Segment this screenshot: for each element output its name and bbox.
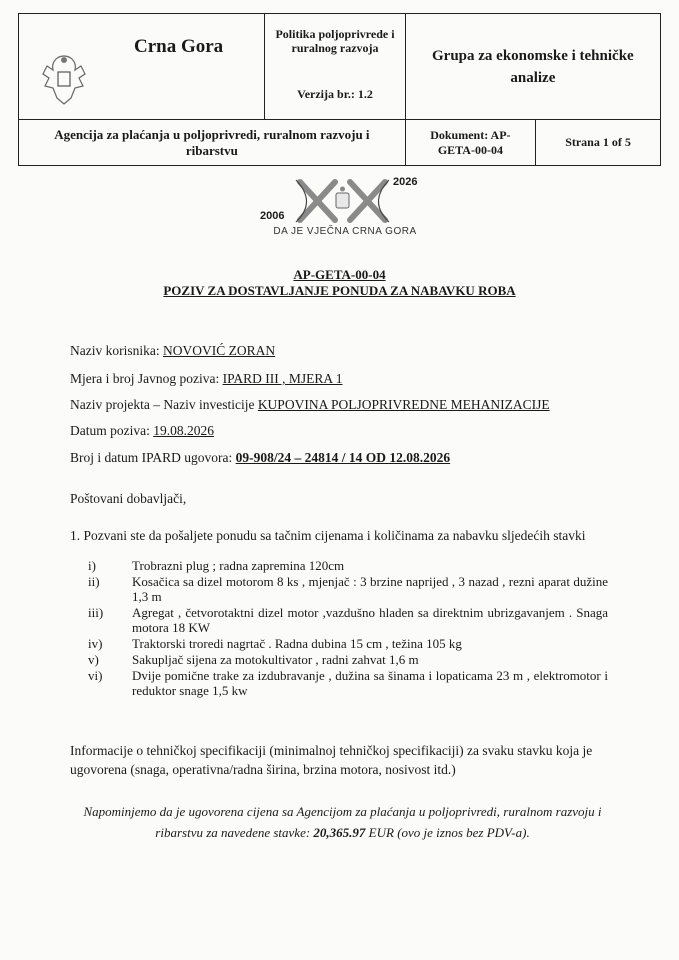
group-cell — [405, 14, 660, 120]
item-number: iii) — [88, 605, 104, 620]
item-text: Traktorski troredi nagrtač . Radna dubina 15 cm , težina 105 kg — [132, 636, 462, 651]
project-line — [70, 397, 550, 413]
document-header-table — [18, 13, 661, 166]
list-item — [88, 668, 608, 698]
logo-year-right: 2026 — [393, 176, 418, 188]
user-label: Naziv korisnika: — [70, 343, 160, 358]
price-amount: 20,365.97 — [313, 825, 366, 840]
user-value: NOVOVIĆ ZORAN — [162, 343, 276, 358]
measure-line — [70, 371, 343, 387]
logo-motto: DA JE VJEČNA CRNA GORA — [273, 226, 417, 237]
item-text: Trobrazni plug ; radna zapremina 120cm — [132, 558, 345, 573]
page-number: Strana 1 of 5 — [565, 135, 631, 149]
agency-name: Agencija za plaćanja u poljoprivredi, ruralnom razvoju i ribarstvu — [54, 126, 370, 158]
group-title: Grupa za ekonomske i tehničke analize — [432, 47, 634, 86]
policy-version-cell — [265, 14, 405, 120]
price-note-text: Napominjemo da je ugovorena cijena sa Agencijom za plaćanja u poljoprivredi, ruralnom razvoju i ribarstvu za navedene stavke: — [83, 804, 602, 840]
measure-label: Mjera i broj Javnog poziva: — [70, 371, 220, 386]
item-number: i) — [88, 558, 96, 573]
item-number: vi) — [88, 668, 103, 683]
items-list — [88, 558, 608, 699]
version-label: Verzija br.: 1.2 — [297, 87, 373, 101]
date-label: Datum poziva: — [70, 423, 150, 438]
item-text: Dvije pomične trake za izdubravanje , dužina sa šinama i lopaticama 23 m , elektromotor i reduktor snage 1,5 kw — [132, 668, 608, 698]
date-line — [70, 423, 214, 439]
list-item — [88, 605, 608, 635]
item-number: v) — [88, 652, 99, 667]
item-text: Kosačica sa dizel motorom 8 ks , mjenjač : 3 brzine naprijed , 3 nazad , rezni aparat dužine 1,3 m — [132, 574, 608, 604]
coat-of-arms-icon — [37, 50, 91, 110]
intro-paragraph: 1. Pozvani ste da pošaljete ponudu sa tačnim cijenama i količinama za nabavku sljedećih stavki — [70, 528, 586, 543]
contract-value: 09-908/24 – 24814 / 14 OD 12.08.2026 — [235, 450, 451, 465]
list-item — [88, 636, 608, 651]
contract-line — [70, 450, 450, 466]
list-item — [88, 652, 608, 667]
document-heading: POZIV ZA DOSTAVLJANJE PONUDA ZA NABAVKU ROBA — [163, 283, 516, 298]
item-text: Sakupljač sijena za motokultivator , radni zahvat 1,6 m — [132, 652, 419, 667]
price-note-suffix: EUR (ovo je iznos bez PDV-a). — [365, 825, 530, 840]
item-number: iv) — [88, 636, 103, 651]
price-note — [70, 801, 615, 843]
list-item — [88, 558, 608, 573]
item-text: Agregat , četvorotaktni dizel motor ,vazdušno hladen sa direktnim ubrizgavanjem . Snaga motora 18 KW — [132, 605, 608, 635]
document-id: Dokument: AP-GETA-00-04 — [430, 127, 511, 157]
document-code: AP-GETA-00-04 — [293, 267, 386, 282]
contract-label: Broj i datum IPARD ugovora: — [70, 450, 233, 465]
agency-cell — [19, 120, 406, 166]
country-name: Crna Gora — [134, 36, 224, 57]
policy-title: Politika poljoprivrede i ruralnog razvoja — [275, 27, 395, 55]
page-number-cell — [536, 120, 661, 166]
project-label: Naziv projekta – Naziv investicije — [70, 397, 255, 412]
anniversary-logo — [255, 176, 430, 241]
project-value: KUPOVINA POLJOPRIVREDNE MEHANIZACIJE — [257, 397, 550, 412]
country-cell — [19, 14, 265, 120]
logo-year-left: 2006 — [260, 210, 285, 222]
document-id-cell — [405, 120, 535, 166]
user-line — [70, 343, 275, 359]
measure-value: IPARD III , MJERA 1 — [222, 371, 343, 386]
date-value: 19.08.2026 — [153, 423, 214, 438]
specification-info: Informacije o tehničkoj specifikaciji (minimalnoj tehničkoj specifikaciji) za svaku stavku koja je ugovorena (snaga, operativna/radna širina, brzina motora, nosivost itd.) — [70, 743, 593, 777]
list-item — [88, 574, 608, 604]
item-number: ii) — [88, 574, 100, 589]
greeting: Poštovani dobavljači, — [70, 491, 187, 506]
